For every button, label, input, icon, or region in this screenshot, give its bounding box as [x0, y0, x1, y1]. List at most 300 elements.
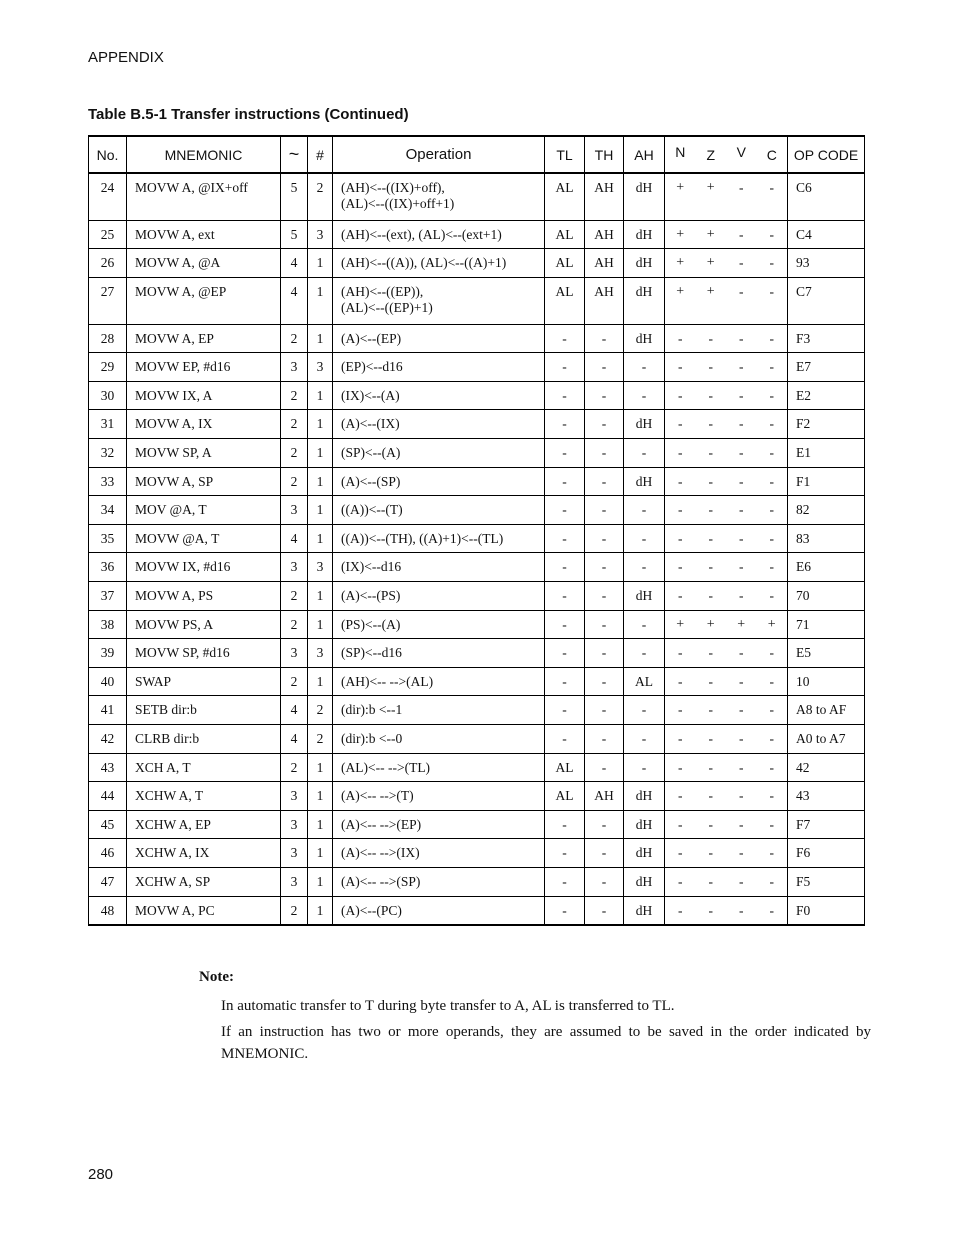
cell-bytes: 2: [308, 173, 333, 220]
cell-no: 32: [89, 439, 127, 468]
cell-th: -: [585, 467, 624, 496]
operation-line-1: (AH)<--((IX)+off),: [341, 180, 445, 195]
cell-mnemonic: SETB dir:b: [127, 696, 281, 725]
cell-th: AH: [585, 220, 624, 249]
cell-tl: -: [545, 696, 585, 725]
cell-ah: dH: [624, 810, 665, 839]
flag-z: -: [708, 588, 713, 604]
col-header-mnemonic: MNEMONIC: [127, 136, 281, 173]
cell-bytes: 1: [308, 324, 333, 353]
cell-cycles: 2: [281, 324, 308, 353]
flag-n: +: [676, 616, 685, 632]
operation-line-1: (AH)<--((A)), (AL)<--((A)+1): [341, 255, 507, 271]
cell-tl: -: [545, 582, 585, 611]
flag-z: -: [708, 788, 713, 804]
flag-n: -: [678, 673, 683, 689]
note-line-1: In automatic transfer to T during byte transfer to A, AL is transferred to TL.: [221, 998, 675, 1014]
cell-cycles: 4: [281, 725, 308, 754]
operation-line-1: (A)<--(EP): [341, 330, 402, 346]
flag-n: -: [678, 645, 683, 661]
flag-c: -: [769, 473, 774, 489]
cell-bytes: 3: [308, 639, 333, 668]
cell-operation: [333, 639, 545, 668]
cell-cycles: 2: [281, 410, 308, 439]
cell-operation: [333, 496, 545, 525]
cell-ah: dH: [624, 277, 665, 324]
cell-opcode: E1: [788, 439, 865, 468]
cell-flags: [665, 220, 788, 249]
cell-bytes: 2: [308, 696, 333, 725]
cell-no: 28: [89, 324, 127, 353]
flag-n: +: [676, 180, 685, 195]
cell-bytes: 1: [308, 496, 333, 525]
cell-tl: AL: [545, 173, 585, 220]
table-row: [89, 553, 865, 582]
cell-mnemonic: MOV @A, T: [127, 496, 281, 525]
flag-n: -: [678, 530, 683, 546]
cell-opcode: 71: [788, 610, 865, 639]
col-header-n: N: [675, 143, 686, 160]
flag-c: -: [769, 359, 774, 375]
table-row: [89, 810, 865, 839]
cell-opcode: 82: [788, 496, 865, 525]
cell-flags: [665, 896, 788, 925]
col-header-v: V: [736, 143, 746, 160]
flag-c: -: [769, 788, 774, 804]
flag-v: -: [739, 502, 744, 518]
flag-n: -: [678, 473, 683, 489]
flag-n: -: [678, 588, 683, 604]
cell-flags: [665, 553, 788, 582]
cell-no: 43: [89, 753, 127, 782]
cell-ah: -: [624, 381, 665, 410]
cell-tl: AL: [545, 277, 585, 324]
cell-bytes: 1: [308, 610, 333, 639]
cell-tl: -: [545, 667, 585, 696]
cell-opcode: 83: [788, 524, 865, 553]
cell-no: 42: [89, 725, 127, 754]
col-header-ah: AH: [624, 136, 665, 173]
cell-th: -: [585, 353, 624, 382]
note-line-2: If an instruction has two or more operands, they are assumed to be saved in the order indicated by MNEMONIC.: [221, 1024, 871, 1062]
flag-c: -: [769, 255, 774, 271]
cell-operation: [333, 696, 545, 725]
cell-operation: [333, 725, 545, 754]
flag-v: -: [739, 759, 744, 775]
cell-tl: -: [545, 410, 585, 439]
cell-tl: AL: [545, 782, 585, 811]
cell-cycles: 4: [281, 696, 308, 725]
cell-mnemonic: XCHW A, IX: [127, 839, 281, 868]
flag-c: -: [769, 226, 774, 242]
cell-opcode: F3: [788, 324, 865, 353]
flag-z: -: [708, 873, 713, 889]
cell-th: -: [585, 439, 624, 468]
table-body: [89, 173, 865, 925]
operation-line-1: (A)<-- -->(EP): [341, 816, 422, 832]
operation-line-1: (A)<-- -->(T): [341, 788, 414, 804]
flag-v: -: [739, 255, 744, 271]
cell-bytes: 1: [308, 249, 333, 278]
cell-bytes: 1: [308, 524, 333, 553]
flag-c: -: [769, 445, 774, 461]
flag-z: -: [708, 473, 713, 489]
cell-mnemonic: MOVW EP, #d16: [127, 353, 281, 382]
flag-z: -: [708, 902, 713, 918]
operation-line-1: (A)<--(PC): [341, 902, 402, 918]
cell-opcode: C6: [788, 173, 865, 220]
flag-v: -: [739, 387, 744, 403]
operation-line-2: (AL)<--((IX)+off+1): [341, 196, 455, 211]
flag-v: -: [739, 588, 744, 604]
cell-th: AH: [585, 782, 624, 811]
cell-opcode: C4: [788, 220, 865, 249]
cell-flags: [665, 753, 788, 782]
table-row: [89, 249, 865, 278]
flag-z: +: [706, 180, 715, 195]
cell-th: -: [585, 725, 624, 754]
cell-tl: -: [545, 439, 585, 468]
cell-operation: [333, 782, 545, 811]
cell-th: -: [585, 496, 624, 525]
cell-tl: -: [545, 467, 585, 496]
cell-no: 39: [89, 639, 127, 668]
cell-opcode: F5: [788, 867, 865, 896]
table-row: [89, 782, 865, 811]
table-row: [89, 353, 865, 382]
cell-operation: [333, 277, 545, 324]
cell-cycles: 4: [281, 249, 308, 278]
table-row: [89, 610, 865, 639]
flag-z: -: [708, 387, 713, 403]
table-row: [89, 839, 865, 868]
col-header-opcode: OP CODE: [788, 136, 865, 173]
table-row: [89, 524, 865, 553]
cell-ah: -: [624, 639, 665, 668]
cell-ah: -: [624, 696, 665, 725]
flag-c: -: [769, 559, 774, 575]
cell-ah: -: [624, 610, 665, 639]
cell-cycles: 2: [281, 667, 308, 696]
operation-line-1: ((A))<--(TH), ((A)+1)<--(TL): [341, 530, 504, 546]
col-header-cycles: ~: [281, 136, 308, 173]
cell-operation: [333, 867, 545, 896]
cell-bytes: 1: [308, 667, 333, 696]
flag-c: -: [769, 845, 774, 861]
flag-v: -: [739, 359, 744, 375]
cell-ah: -: [624, 496, 665, 525]
cell-mnemonic: MOVW SP, A: [127, 439, 281, 468]
cell-bytes: 1: [308, 896, 333, 925]
cell-opcode: A8 to AF: [788, 696, 865, 725]
cell-th: -: [585, 381, 624, 410]
flag-v: -: [739, 226, 744, 242]
cell-mnemonic: MOVW IX, A: [127, 381, 281, 410]
cell-flags: [665, 839, 788, 868]
cell-th: -: [585, 582, 624, 611]
cell-mnemonic: MOVW PS, A: [127, 610, 281, 639]
cell-flags: [665, 524, 788, 553]
cell-th: -: [585, 324, 624, 353]
flag-z: -: [708, 445, 713, 461]
flag-v: -: [739, 180, 744, 195]
cell-operation: [333, 173, 545, 220]
col-header-operation: Operation: [333, 136, 545, 173]
cell-cycles: 2: [281, 381, 308, 410]
cell-th: -: [585, 524, 624, 553]
flag-c: -: [769, 416, 774, 432]
cell-tl: -: [545, 496, 585, 525]
cell-mnemonic: MOVW A, EP: [127, 324, 281, 353]
flag-v: -: [739, 330, 744, 346]
cell-flags: [665, 173, 788, 220]
cell-opcode: E6: [788, 553, 865, 582]
cell-no: 33: [89, 467, 127, 496]
operation-line-1: (PS)<--(A): [341, 616, 401, 632]
cell-flags: [665, 639, 788, 668]
table-row: [89, 582, 865, 611]
cell-mnemonic: XCHW A, EP: [127, 810, 281, 839]
cell-mnemonic: MOVW IX, #d16: [127, 553, 281, 582]
cell-flags: [665, 467, 788, 496]
cell-opcode: A0 to A7: [788, 725, 865, 754]
flag-z: +: [706, 255, 715, 271]
cell-tl: -: [545, 725, 585, 754]
cell-th: -: [585, 810, 624, 839]
flag-z: +: [706, 226, 715, 242]
cell-flags: [665, 277, 788, 324]
cell-no: 30: [89, 381, 127, 410]
cell-tl: -: [545, 839, 585, 868]
flag-n: +: [676, 255, 685, 271]
cell-operation: [333, 610, 545, 639]
cell-bytes: 1: [308, 439, 333, 468]
cell-th: -: [585, 410, 624, 439]
cell-flags: [665, 582, 788, 611]
cell-opcode: F0: [788, 896, 865, 925]
cell-th: AH: [585, 277, 624, 324]
flag-v: +: [737, 616, 746, 632]
cell-th: -: [585, 667, 624, 696]
cell-operation: [333, 524, 545, 553]
cell-ah: dH: [624, 220, 665, 249]
cell-ah: dH: [624, 896, 665, 925]
flag-n: -: [678, 902, 683, 918]
cell-tl: AL: [545, 753, 585, 782]
table-row: [89, 667, 865, 696]
flag-z: -: [708, 759, 713, 775]
cell-ah: dH: [624, 410, 665, 439]
cell-bytes: 3: [308, 220, 333, 249]
cell-operation: [333, 324, 545, 353]
flag-v: -: [739, 702, 744, 718]
operation-line-1: (A)<--(SP): [341, 473, 401, 489]
flag-v: -: [739, 845, 744, 861]
cell-operation: [333, 753, 545, 782]
flag-v: -: [739, 559, 744, 575]
cell-bytes: 1: [308, 582, 333, 611]
cell-th: AH: [585, 249, 624, 278]
cell-tl: -: [545, 867, 585, 896]
flag-v: -: [739, 788, 744, 804]
operation-line-1: (SP)<--(A): [341, 445, 401, 461]
cell-cycles: 2: [281, 896, 308, 925]
operation-line-1: (A)<-- -->(SP): [341, 873, 421, 889]
flag-c: -: [769, 387, 774, 403]
cell-ah: dH: [624, 867, 665, 896]
cell-cycles: 2: [281, 610, 308, 639]
flag-c: -: [769, 731, 774, 746]
flag-z: -: [708, 359, 713, 375]
cell-mnemonic: MOVW A, PC: [127, 896, 281, 925]
flag-c: +: [767, 616, 776, 632]
cell-opcode: F1: [788, 467, 865, 496]
flag-z: +: [706, 616, 715, 632]
cell-operation: [333, 220, 545, 249]
flag-n: -: [678, 387, 683, 403]
note-title: Note:: [199, 969, 234, 985]
cell-cycles: 4: [281, 277, 308, 324]
cell-opcode: F6: [788, 839, 865, 868]
cell-ah: -: [624, 753, 665, 782]
cell-tl: -: [545, 524, 585, 553]
cell-no: 27: [89, 277, 127, 324]
flag-z: -: [708, 330, 713, 346]
cell-tl: -: [545, 610, 585, 639]
flag-z: -: [708, 673, 713, 689]
cell-ah: dH: [624, 324, 665, 353]
cell-th: -: [585, 610, 624, 639]
table-row: [89, 639, 865, 668]
cell-opcode: E2: [788, 381, 865, 410]
cell-th: AH: [585, 173, 624, 220]
cell-bytes: 3: [308, 553, 333, 582]
cell-opcode: F2: [788, 410, 865, 439]
cell-no: 40: [89, 667, 127, 696]
cell-flags: [665, 696, 788, 725]
cell-mnemonic: SWAP: [127, 667, 281, 696]
cell-ah: dH: [624, 582, 665, 611]
cell-ah: dH: [624, 782, 665, 811]
cell-no: 45: [89, 810, 127, 839]
cell-ah: -: [624, 725, 665, 754]
flag-c: -: [769, 330, 774, 346]
cell-ah: dH: [624, 467, 665, 496]
cell-operation: [333, 810, 545, 839]
flag-c: -: [769, 902, 774, 918]
cell-flags: [665, 610, 788, 639]
flag-c: -: [769, 873, 774, 889]
cell-no: 48: [89, 896, 127, 925]
table-row: [89, 220, 865, 249]
cell-mnemonic: MOVW A, SP: [127, 467, 281, 496]
cell-cycles: 3: [281, 867, 308, 896]
flag-v: -: [739, 416, 744, 432]
cell-opcode: 10: [788, 667, 865, 696]
flag-n: +: [676, 283, 685, 299]
flag-c: -: [769, 816, 774, 832]
cell-operation: [333, 667, 545, 696]
flag-v: -: [739, 873, 744, 889]
cell-opcode: 43: [788, 782, 865, 811]
cell-tl: -: [545, 896, 585, 925]
cell-flags: [665, 782, 788, 811]
cell-mnemonic: MOVW A, @EP: [127, 277, 281, 324]
operation-line-1: (AL)<-- -->(TL): [341, 759, 431, 775]
cell-bytes: 1: [308, 467, 333, 496]
operation-line-2: (AL)<--((EP)+1): [341, 299, 433, 315]
cell-flags: [665, 410, 788, 439]
cell-tl: -: [545, 810, 585, 839]
cell-opcode: F7: [788, 810, 865, 839]
cell-mnemonic: MOVW @A, T: [127, 524, 281, 553]
flag-n: -: [678, 731, 683, 746]
cell-operation: [333, 249, 545, 278]
cell-flags: [665, 810, 788, 839]
cell-opcode: 42: [788, 753, 865, 782]
col-header-flags: [665, 136, 788, 173]
cell-ah: -: [624, 524, 665, 553]
table-caption: Table B.5-1 Transfer instructions (Continued): [88, 106, 409, 123]
operation-line-1: (AH)<--((EP)),: [341, 283, 424, 299]
cell-ah: -: [624, 439, 665, 468]
flag-v: -: [739, 283, 744, 299]
flag-n: -: [678, 445, 683, 461]
cell-ah: -: [624, 553, 665, 582]
cell-opcode: E7: [788, 353, 865, 382]
cell-cycles: 3: [281, 810, 308, 839]
flag-v: -: [739, 645, 744, 661]
page-number: 280: [88, 1166, 114, 1183]
cell-flags: [665, 725, 788, 754]
flag-c: -: [769, 588, 774, 604]
flag-v: -: [739, 530, 744, 546]
cell-no: 26: [89, 249, 127, 278]
cell-mnemonic: MOVW A, PS: [127, 582, 281, 611]
col-header-no: No.: [89, 136, 127, 173]
flag-z: -: [708, 702, 713, 718]
flag-c: -: [769, 645, 774, 661]
cell-tl: AL: [545, 220, 585, 249]
cell-cycles: 2: [281, 582, 308, 611]
flag-v: -: [739, 731, 744, 746]
flag-n: -: [678, 559, 683, 575]
col-header-th: TH: [585, 136, 624, 173]
cell-mnemonic: MOVW A, ext: [127, 220, 281, 249]
cell-th: -: [585, 753, 624, 782]
flag-v: -: [739, 902, 744, 918]
cell-no: 34: [89, 496, 127, 525]
col-header-c: C: [766, 146, 777, 163]
cell-operation: [333, 582, 545, 611]
flag-n: +: [676, 226, 685, 242]
cell-th: -: [585, 839, 624, 868]
cell-bytes: 3: [308, 353, 333, 382]
flag-c: -: [769, 702, 774, 718]
col-header-bytes: #: [308, 136, 333, 173]
flag-v: -: [739, 816, 744, 832]
table-row: [89, 867, 865, 896]
flag-z: -: [708, 731, 713, 746]
running-header: APPENDIX: [88, 49, 164, 66]
cell-no: 25: [89, 220, 127, 249]
cell-th: -: [585, 639, 624, 668]
cell-ah: AL: [624, 667, 665, 696]
cell-opcode: 70: [788, 582, 865, 611]
cell-cycles: 3: [281, 353, 308, 382]
cell-ah: -: [624, 353, 665, 382]
table-row: [89, 467, 865, 496]
